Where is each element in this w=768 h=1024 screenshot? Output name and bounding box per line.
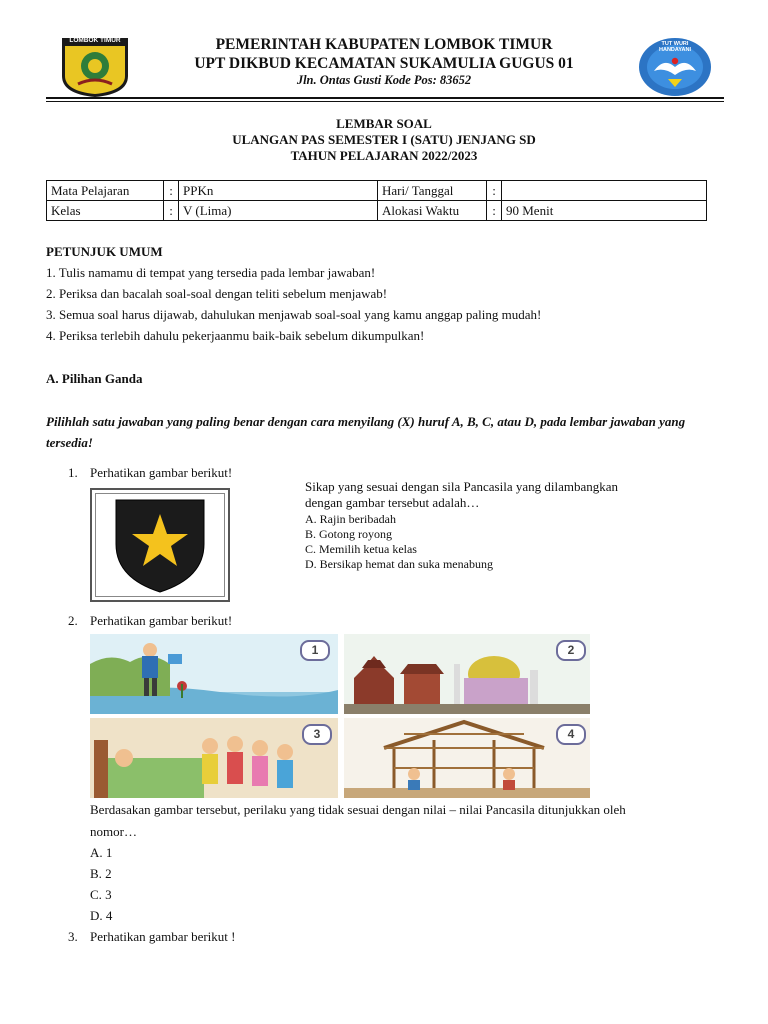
petunjuk-item: 2. Periksa dan bacalah soal-soal dengan teliti sebelum menjawab! bbox=[46, 286, 388, 301]
visiting-sick-scene-icon bbox=[90, 718, 338, 798]
q1-option-b: B. Gotong royong bbox=[305, 527, 392, 541]
info-value: V (Lima) bbox=[179, 201, 378, 221]
info-table bbox=[46, 180, 707, 221]
q1-option-d: D. Bersikap hemat dan suka menabung bbox=[305, 557, 493, 571]
q2-number: 2. bbox=[68, 613, 78, 628]
q1-question-line1: Sikap yang sesuai dengan sila Pancasila yang dilambangkan bbox=[305, 479, 619, 494]
petunjuk-item: 4. Periksa terlebih dahulu pekerjaanmu baik-baik sebelum dikumpulkan! bbox=[46, 328, 425, 343]
petunjuk-item: 3. Semua soal harus dijawab, dahulukan menjawab soal-soal yang kamu anggap paling mudah! bbox=[46, 307, 542, 322]
temples-scene-icon bbox=[344, 634, 590, 714]
info-row bbox=[47, 181, 707, 201]
q2-option-d: D. 4 bbox=[90, 908, 113, 923]
doc-title: LEMBAR SOAL bbox=[336, 116, 432, 131]
section-a-instruction: Pilihlah satu jawaban yang paling benar dengan cara menyilang (X) huruf A, B, C, atau D, pada lembar jawaban yang tersedia! bbox=[46, 414, 686, 450]
q2-option-a: A. 1 bbox=[90, 845, 113, 860]
q2-question-line2: nomor… bbox=[90, 824, 137, 839]
q1-shield-star-image bbox=[90, 488, 230, 602]
info-label: Kelas bbox=[47, 201, 164, 221]
q3-prompt: Perhatikan gambar berikut ! bbox=[90, 929, 236, 944]
q2-option-b: B. 2 bbox=[90, 866, 112, 881]
info-label: Mata Pelajaran bbox=[47, 181, 164, 201]
header-rule-thin bbox=[46, 101, 724, 102]
header-institution: UPT DIKBUD KECAMATAN SUKAMULIA GUGUS 01 bbox=[194, 55, 574, 72]
q2-question-line1: Berdasakan gambar tersebut, perilaku yang tidak sesuai dengan nilai – nilai Pancasila ditunjukkan oleh bbox=[90, 802, 626, 817]
header-rule-thick bbox=[46, 97, 724, 99]
q1-number: 1. bbox=[68, 465, 78, 480]
doc-year: TAHUN PELAJARAN 2022/2023 bbox=[290, 148, 478, 163]
info-row bbox=[47, 201, 707, 221]
petunjuk-item: 1. Tulis namamu di tempat yang tersedia pada lembar jawaban! bbox=[46, 265, 376, 280]
info-value: PPKn bbox=[179, 181, 378, 201]
section-a-heading: A. Pilihan Ganda bbox=[46, 371, 143, 386]
q2-option-c: C. 3 bbox=[90, 887, 112, 902]
doc-subtitle: ULANGAN PAS SEMESTER I (SATU) JENJANG SD bbox=[232, 132, 536, 147]
info-label: Alokasi Waktu bbox=[378, 201, 487, 221]
petunjuk-heading: PETUNJUK UMUM bbox=[46, 244, 163, 259]
q1-option-c: C. Memilih ketua kelas bbox=[305, 542, 417, 556]
q1-prompt: Perhatikan gambar berikut! bbox=[90, 465, 233, 480]
q2-panel-2 bbox=[344, 634, 590, 714]
panel-number-2: 2 bbox=[556, 640, 586, 661]
q2-panel-4 bbox=[344, 718, 590, 798]
panel-number-1: 1 bbox=[300, 640, 330, 661]
info-colon: : bbox=[487, 201, 502, 221]
right-logo-text: TUT WURI HANDAYANI bbox=[659, 41, 691, 53]
q2-panel-1 bbox=[90, 634, 338, 714]
header-address: Jln. Ontas Gusti Kode Pos: 83652 bbox=[296, 73, 472, 87]
info-colon: : bbox=[164, 201, 179, 221]
info-label: Hari/ Tanggal bbox=[378, 181, 487, 201]
info-colon: : bbox=[487, 181, 502, 201]
panel-number-4: 4 bbox=[556, 724, 586, 745]
panel-number-3: 3 bbox=[302, 724, 332, 745]
q1-option-a: A. Rajin beribadah bbox=[305, 512, 396, 526]
star-shield-icon bbox=[92, 490, 228, 600]
q3-number: 3. bbox=[68, 929, 78, 944]
q2-panel-3 bbox=[90, 718, 338, 798]
left-logo-text: LOMBOK TIMUR bbox=[69, 37, 121, 44]
header-government: PEMERINTAH KABUPATEN LOMBOK TIMUR bbox=[215, 36, 553, 53]
q2-prompt: Perhatikan gambar berikut! bbox=[90, 613, 233, 628]
q1-question-line2: dengan gambar tersebut adalah… bbox=[305, 495, 480, 510]
info-value: 90 Menit bbox=[502, 201, 707, 221]
info-value bbox=[502, 181, 707, 201]
building-house-scene-icon bbox=[344, 718, 590, 798]
info-colon: : bbox=[164, 181, 179, 201]
